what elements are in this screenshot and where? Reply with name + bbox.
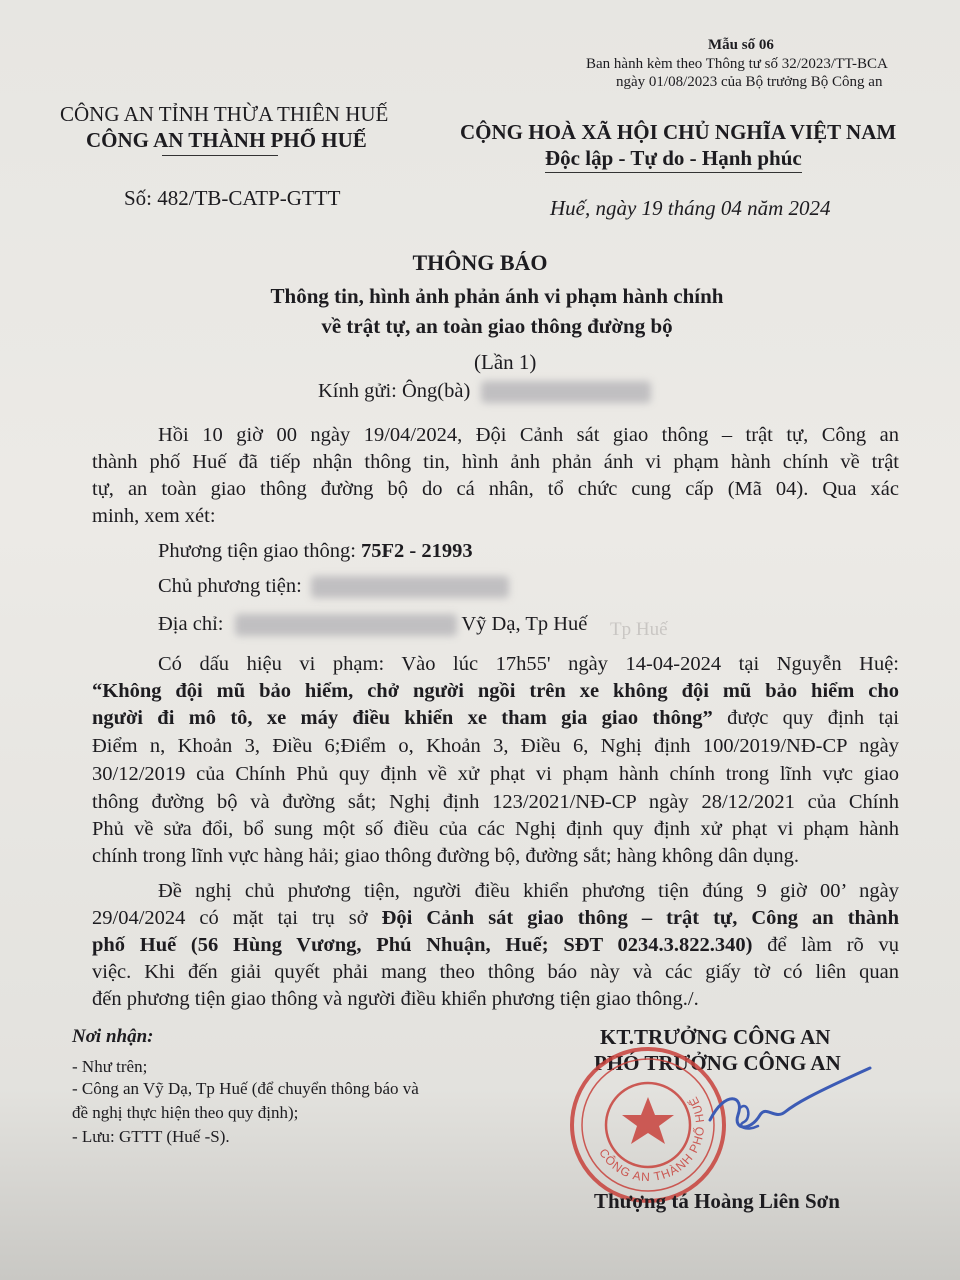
signature-title-2: PHÓ TRƯỞNG CÔNG AN <box>594 1051 841 1075</box>
agency-underline <box>162 155 278 156</box>
recipients-title: Nơi nhận: <box>72 1026 154 1047</box>
violation-line-5: 30/12/2019 của Chính Phủ quy định về xử phạt vi phạm hành chính trong lĩnh vực giao <box>92 763 899 785</box>
signature-stroke-1 <box>710 1068 870 1127</box>
request-line-4: việc. Khi đến giải quyết phải mang theo thông báo này và các giấy tờ có liên quan <box>92 961 899 983</box>
recipients-item-4: - Lưu: GTTT (Huế -S). <box>72 1127 230 1146</box>
intro-line-2: thành phố Huế đã tiếp nhận thông tin, hình ảnh phản ánh vi phạm hành chính về trật <box>92 451 899 473</box>
form-date-line: ngày 01/08/2023 của Bộ trưởng Bộ Công an <box>616 74 883 90</box>
owner-label: Chủ phương tiện: <box>158 575 302 597</box>
address-label: Địa chỉ: <box>158 613 224 635</box>
violation-line-4: Điểm n, Khoản 3, Điều 6;Điểm o, Khoản 3, Điều 6, Nghị định 100/2019/NĐ-CP ngày <box>92 735 899 757</box>
violation-line-6: thông đường bộ và đường sắt; Nghị định 123/2021/NĐ-CP ngày 28/12/2021 của Chính <box>92 791 899 813</box>
show-through-text: Tp Huế <box>610 619 668 640</box>
republic-name: CỘNG HOÀ XÃ HỘI CHỦ NGHĨA VIỆT NAM <box>460 120 897 144</box>
request-office: Đội Cảnh sát giao thông – trật tự, Công an thành <box>381 907 899 929</box>
doc-subtitle-2: về trật tự, an toàn giao thông đường bộ <box>321 314 673 338</box>
doc-round: (Lần 1) <box>474 350 537 374</box>
request-line-1: Đề nghị chủ phương tiện, người điều khiển phương tiện đúng 9 giờ 00’ ngày <box>158 880 899 902</box>
recipients-item-2: - Công an Vỹ Dạ, Tp Huế (để chuyển thông báo và <box>72 1079 419 1098</box>
recipients-item-3: đề nghị thực hiện theo quy định); <box>72 1103 299 1122</box>
doc-number: Số: 482/TB-CATP-GTTT <box>124 186 341 210</box>
redacted-owner <box>311 576 509 598</box>
recipients-item-1: - Như trên; <box>72 1057 148 1076</box>
request-line-3-rest: để làm rõ vụ <box>752 934 899 956</box>
republic-motto: Độc lập - Tự do - Hạnh phúc <box>545 146 802 173</box>
redacted-recipient <box>481 381 651 403</box>
violation-line-8: chính trong lĩnh vực hàng hải; giao thông đường bộ, đường sắt; hàng không dân dụng. <box>92 845 799 867</box>
agency-parent: CÔNG AN TỈNH THỪA THIÊN HUẾ <box>60 102 389 126</box>
violation-line-3-rest: được quy định tại <box>712 707 899 729</box>
agency-name: CÔNG AN THÀNH PHỐ HUẾ <box>86 128 367 152</box>
recipient-line <box>318 378 651 406</box>
handwritten-signature <box>700 1060 880 1150</box>
intro-line-1: Hồi 10 giờ 00 ngày 19/04/2024, Đội Cảnh sát giao thông – trật tự, Công an <box>158 424 899 446</box>
place-date: Huế, ngày 19 tháng 04 năm 2024 <box>550 196 831 220</box>
redacted-address <box>235 614 457 636</box>
violation-line-2: “Không đội mũ bảo hiểm, chở người ngồi trên xe không đội mũ bảo hiểm cho <box>92 680 899 702</box>
recipient-label: Kính gửi: Ông(bà) <box>318 380 471 402</box>
signature-title-1: KT.TRƯỞNG CÔNG AN <box>600 1025 831 1049</box>
doc-title: THÔNG BÁO <box>412 250 548 275</box>
vehicle-label: Phương tiện giao thông: <box>158 540 356 562</box>
violation-line-3 <box>92 705 899 733</box>
vehicle-line <box>158 538 473 566</box>
request-office-address: phố Huế (56 Hùng Vương, Phú Nhuận, Huế; SĐT 0234.3.822.340) <box>92 934 753 956</box>
request-line-5: đến phương tiện giao thông và người điều khiển phương tiện giao thông./. <box>92 988 699 1010</box>
form-issued-with: Ban hành kèm theo Thông tư số 32/2023/TT-BCA <box>586 56 888 72</box>
address-line <box>158 611 587 639</box>
signer-name: Thượng tá Hoàng Liên Sơn <box>594 1189 840 1213</box>
violation-description: người đi mô tô, xe máy điều khiển xe tham gia giao thông” <box>92 707 713 729</box>
intro-line-3: tự, an toàn giao thông đường bộ do cá nhân, tổ chức cung cấp (Mã 04). Qua xác <box>92 478 899 500</box>
intro-line-4: minh, xem xét: <box>92 505 216 527</box>
request-line-3 <box>92 932 899 960</box>
address-visible: Vỹ Dạ, Tp Huế <box>461 613 588 635</box>
violation-line-1: Có dấu hiệu vi phạm: Vào lúc 17h55' ngày 14-04-2024 tại Nguyễn Huệ: <box>158 653 899 675</box>
request-date: 29/04/2024 có mặt tại trụ sở <box>92 907 382 929</box>
stamp-star-icon <box>622 1097 674 1144</box>
form-number: Mẫu số 06 <box>708 37 774 53</box>
stamp-text: CÔNG AN THÀNH PHỐ HUẾ <box>596 1093 708 1185</box>
doc-subtitle-1: Thông tin, hình ảnh phản ánh vi phạm hành chính <box>270 284 724 308</box>
vehicle-plate: 75F2 - 21993 <box>361 540 473 562</box>
violation-line-7: Phủ về sửa đổi, bổ sung một số điều của các Nghị định quy định xử phạt vi phạm hành <box>92 818 899 840</box>
request-line-2 <box>92 905 899 933</box>
owner-line <box>158 573 509 601</box>
